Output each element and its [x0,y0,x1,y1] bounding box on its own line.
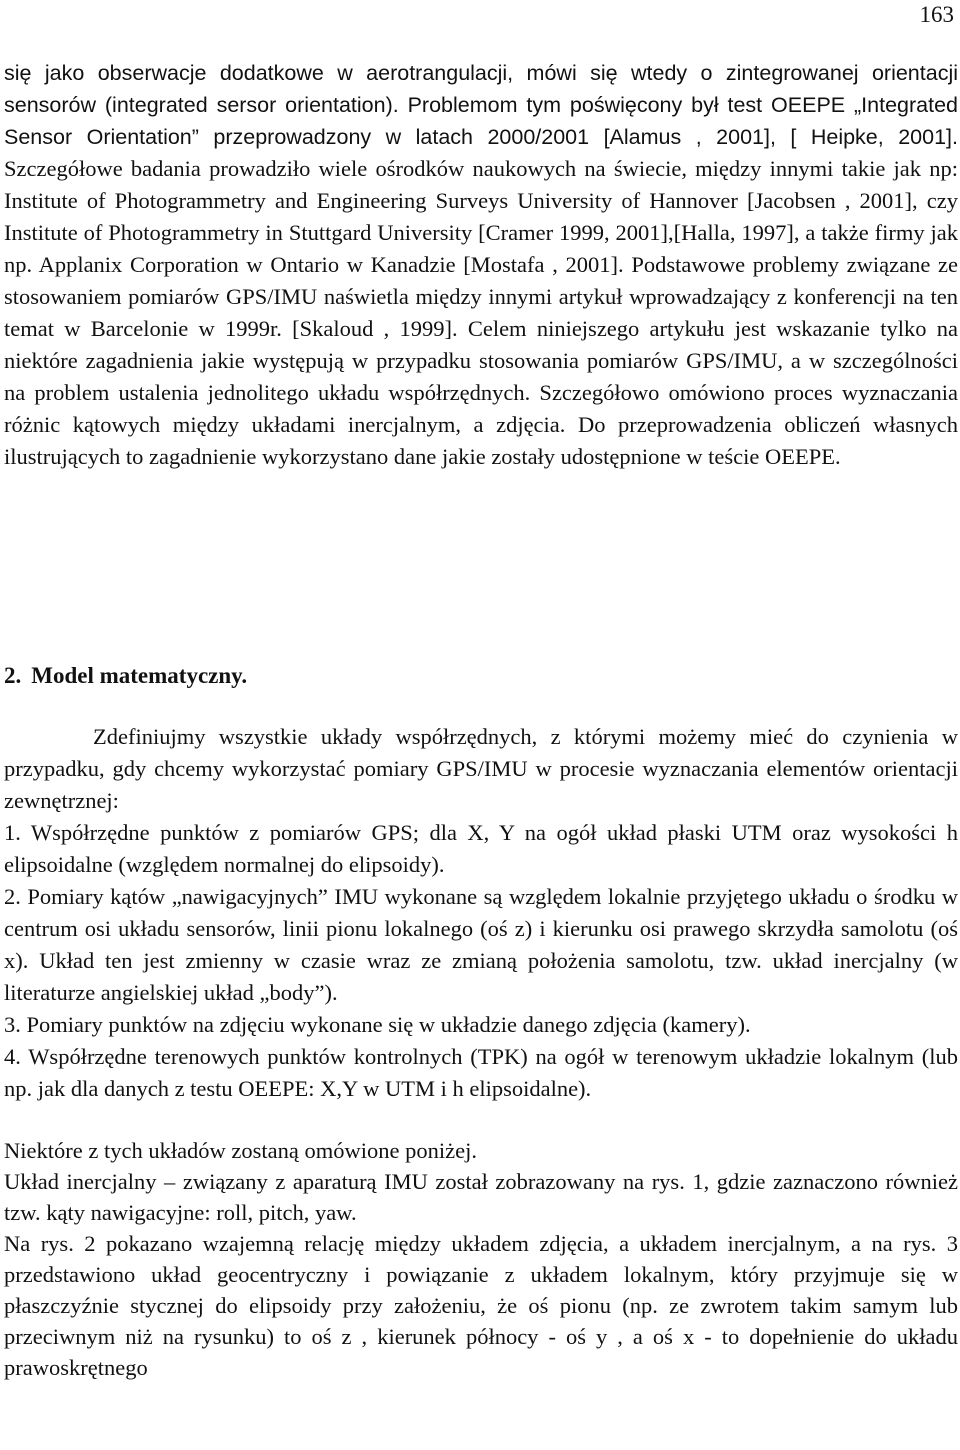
page-number: 163 [919,2,954,27]
intro-paragraph [4,57,958,473]
list-item-2: 2. Pomiary kątów „nawigacyjnych” IMU wykonane są względem lokalnie przyjętego układu o środku w centrum osi układu sensorów, linii pionu lokalnego (oś z) i kierunku osi prawego skrzydła samolotu (oś x). Układ ten jest zmienny w czasie wraz ze zmianą położenia samolotu, tzw. układ inercjalny (w literaturze angielskiej układ „body”). [4,884,958,1005]
intro-sans-text: się jako obserwacje dodatkowe w aerotrangulacji, mówi się wtedy o zintegrowanej orientacji sensorów (integrated sersor orientation). Problemom tym poświęcony był test OEEPE „Integrated Sensor Orientation” przeprowadzony w latach 2000/2001 [Alamus , 2001], [ Heipke, 2001]. [4,61,958,149]
section-number: 2. [4,663,22,688]
list-item-3: 3. Pomiary punktów na zdjęciu wykonane się w układzie danego zdjęcia (kamery). [4,1012,751,1037]
paragraph-1: Niektóre z tych układów zostaną omówione poniżej. [4,1138,477,1163]
paragraph-gap [4,1105,958,1135]
paragraph-2: Układ inercjalny – związany z aparaturą IMU został zobrazowany na rys. 1, gdzie zaznaczono również tzw. kąty nawigacyjne: roll, pitch, yaw. [4,1169,958,1225]
paragraph-3: Na rys. 2 pokazano wzajemną relację między układem zdjęcia, a układem inercjalnym, a na rys. 3 przedstawiono układ geocentryczny i powiązanie z układem lokalnym, który przyjmuje się w płaszczyźnie stycznej do elipsoidy przy założeniu, że oś pionu (np. ze zwrotem takim samym lub przeciwnym niż na rysunku) to oś z , kierunek północy - oś y , a oś x - to dopełnienie do układu prawoskrętnego [4,1231,958,1380]
list-item-1: 1. Współrzędne punktów z pomiarów GPS; dla X, Y na ogół układ płaski UTM oraz wysokości h elipsoidalne (względem normalnej do elipsoidy). [4,820,958,877]
section-heading [4,660,247,692]
section-intro-paragraph: Zdefiniujmy wszystkie układy współrzędnych, z którymi możemy mieć do czynienia w przypadku, gdy chcemy wykorzystać pomiary GPS/IMU w procesie wyznaczania elementów orientacji zewnętrznej: [4,724,958,813]
list-item-4: 4. Współrzędne terenowych punktów kontrolnych (TPK) na ogół w terenowym układzie lokalnym (lub np. jak dla danych z testu OEEPE: X,Y w UTM i h elipsoidalne). [4,1044,958,1101]
section-body [4,721,958,1383]
intro-serif-text: Szczegółowe badania prowadziło wiele ośrodków naukowych na świecie, między innymi takie jak np: Institute of Photogrammetry and Engineering Surveys University of Hannover [Jacobsen , 2001], czy Institute of Photogrammetry in Stuttgard University [Cramer 1999, 2001],[Halla, 1997], a także firmy jak np. Applanix Corporation w Ontario w Kanadzie [Mostafa , 2001]. Podstawowe problemy związane ze stosowaniem pomiarów GPS/IMU naświetla między innymi artykuł wprowadzający z konferencji na ten temat w Barcelonie w 1999r. [Skaloud , 1999]. Celem niniejszego artykułu jest wskazanie tylko na niektóre zagadnienia jakie występują w przypadku stosowania pomiarów GPS/IMU, a w szczególności na problem ustalenia jednolitego układu współrzędnych. Szczegółowo omówiono proces wyznaczania różnic kątowych między układami inercjalnym, a zdjęcia. Do przeprowadzenia obliczeń własnych ilustrujących to zagadnienie wykorzystano dane jakie zostały udostępnione w teście OEEPE. [4,156,958,469]
section-title: Model matematyczny. [31,663,248,688]
document-page [4,0,958,1450]
